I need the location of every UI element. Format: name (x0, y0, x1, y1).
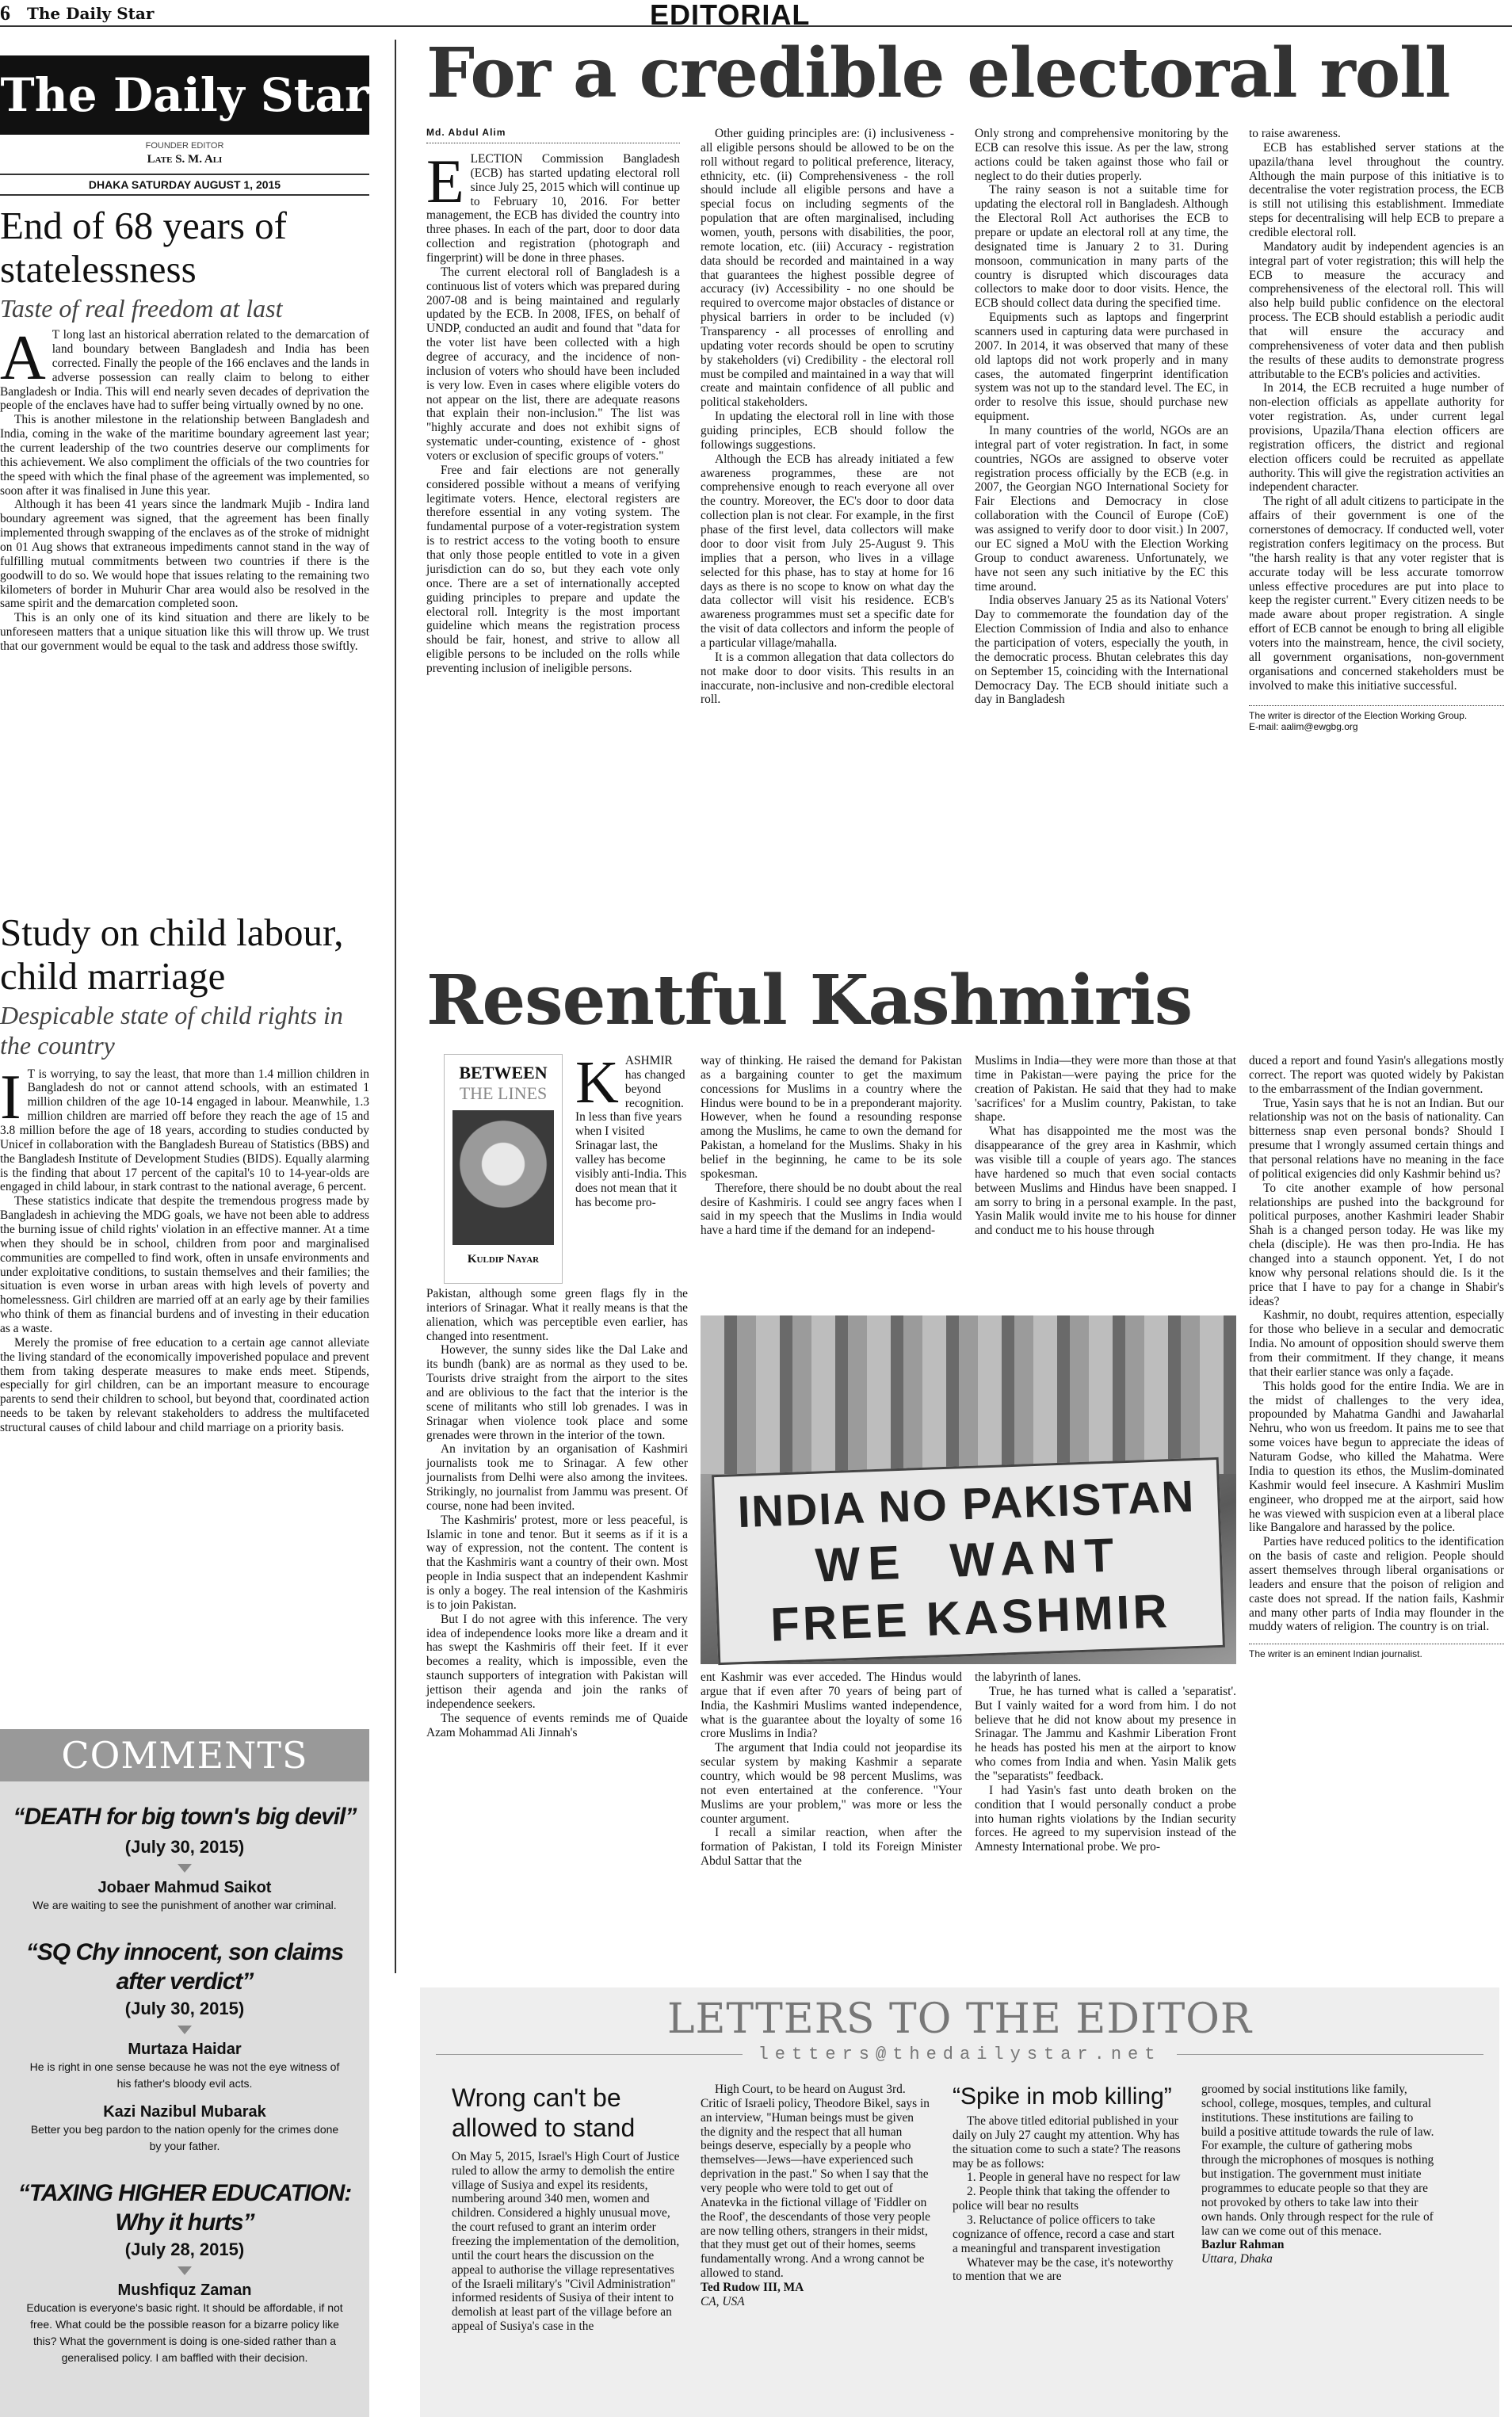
article-1-col-3 (975, 127, 1228, 707)
paragraph: But I do not agree with this inference. The very idea of independence looks more like a dream and it has swept the Kashmiris off their feet. If it ever becomes a reality, which is impossible, even the staunch supporters of integration with Pakistan will jettison their agenda and join the ranks of independence seekers. (426, 1612, 688, 1711)
comment-date: (July 30, 2015) (124, 1998, 245, 2018)
commenter-name: Mushfiquz Zaman (117, 2281, 252, 2299)
article-2-col-2-bottom (701, 1671, 962, 1869)
letter-2 (953, 2083, 1182, 2284)
column-label-sub: THE LINES (459, 1083, 548, 1103)
comments-box (0, 1729, 369, 2417)
comment-text: Better you beg pardon to the nation openly for the crimes done by your father. (30, 2122, 339, 2152)
chevron-down-icon (178, 2026, 192, 2034)
letter-2-headline: “Spike in mob killing” (953, 2083, 1172, 2110)
paragraph: Muslims in India—they were more than those at that time in Pakistan—were paying the price for the creation of Pakistan. He said that they had to make 'sacrifices' for a Muslim country, Pakistan, to take shape. (975, 1054, 1236, 1124)
comment-date: (July 28, 2015) (124, 2239, 245, 2259)
editorial-1-subtitle: Taste of real freedom at last (0, 293, 283, 323)
comment-text: Education is everyone's basic right. It should be affordable, if not free. What could be the possible reason for a bizarre policy like this? What the government is doing is one-sided rather than a generalised policy. I am baffled with their decision. (26, 2301, 343, 2364)
paragraph: In updating the electoral roll in line with those guiding principles, ECB should follow the followings suggestions. (701, 410, 954, 452)
comment-headline: “SQ Chy innocent, son claims after verdict” (25, 1938, 344, 1995)
article-1-dropcap: E (426, 147, 464, 216)
paragraph: Although it has been 41 years since the landmark Mujib - Indira land boundary agreement was signed, that the agreement has been finally implemented through swapping of the enclaves as of the stroke of midnight on 01 Aug shows that extraneous impediments cannot stand in the way of fulfilling mutual commitments between two countries if there is the goodwill to do so. We would hope that issues relating to the remaining two kilometers of border in Muhurir Char area would also be resolved in the same spirit and the demarcation completed soon. (0, 498, 369, 611)
column-label: BETWEEN (459, 1063, 548, 1082)
article-1-footnote (1249, 705, 1504, 733)
letter-2-continued (1201, 2083, 1439, 2266)
letter-1-text-2: High Court, to be heard on August 3rd. Critic of Israeli policy, Theodore Bikel, says in an interview, "Human beings must be given the dignity and the respect that all human beings deserve, especially by a people who themselves—Jews—have experienced such deprivation in the past." So when I say that the very people who were told to get out of Anatevka in the fictional village of 'Fiddler on the Roof', the descendants of those very people are now telling others, strangers in their midst, that they must get out of their homes, seems fundamentally wrong. And a wrong cannot be allowed to stand. (701, 2083, 930, 2281)
paragraph: to raise awareness. (1249, 127, 1341, 140)
comment-date: (July 30, 2015) (124, 1836, 245, 1857)
dateline: DHAKA SATURDAY AUGUST 1, 2015 (0, 174, 369, 196)
paragraph: In many countries of the world, NGOs are an integral part of voter registration. In fact, in some countries, NGOs are assigned to observe voter registration process officially by the ECB (e.g. in 2007, the Georgian NGO International Society for Fair Elections and Democracy in close collaboration with the Council of Europe (CoE) was assigned to verify door to door visit.) In 2007, our EC signed a MoU with the Election Working Group to conduct awareness. Unfortunately, we have not seen any such initiative by the EC this time around. (975, 424, 1228, 594)
founder-label: FOUNDER EDITOR (145, 141, 224, 151)
column-divider (395, 40, 396, 1973)
letters-email: letters@thedailystar.net (758, 2045, 1162, 2064)
paragraph: the labyrinth of lanes. (975, 1671, 1082, 1684)
article-2-col-1 (426, 1287, 688, 1740)
protest-photo (701, 1315, 1236, 1664)
article-1-col-1 (426, 147, 680, 676)
editorial-1-dropcap: A (0, 323, 46, 394)
letter-2-intro: The above titled editorial published in your daily on July 27 caught my attention. Why has the situation come to such a state? The reasons may be as follows: (953, 2114, 1181, 2171)
editorial-2-subtitle: Despicable state of child rights in the country (0, 1000, 343, 1060)
paragraph: Free and fair elections are not generally considered possible without a means of verifying legitimate voters. Hence, electoral registers are therefore essential in any voting system. The fundamental purpose of a voter-registration system is to restrict access to the voting booth to ensure that only those people entitled to vote in a given jurisdiction can do so, but they each vote only once. There are a set of internationally accepted guiding principles to prepare and update the electoral roll. Integrity is the most important guideline which means the registration process should be fair, honest, and strive to allow all eligible persons to be included on the rolls while preventing inclusion of ineligible persons. (426, 463, 680, 675)
paragraph: Merely the promise of free education to a certain age cannot alleviate the living standard of the economically impoverished populace and prevent them from taking desperate measures to make ends meet. Stipends, especially for girl children, can be an important measure to encourage parents to send their children to school, but beyond that, coordinated action needs to be taken by relevant stakeholders to address the multifaceted structural causes of child labour and child marriage on a priority basis. (0, 1335, 369, 1435)
commenter-name: Murtaza Haidar (128, 2040, 242, 2058)
article-2-col-3-top (975, 1054, 1236, 1238)
article-1-col-4 (1249, 127, 1504, 733)
letter-1-text: On May 5, 2015, Israel's High Court of Justice ruled to allow the army to demolish the entire village of Susiya and expel its residents, numbering around 340 men, women and children. Considered a highly unusual move, the court refused to grant an interim order freezing the implementation of the demolition, until the court hears the discussion on the appeal to authorise the village representatives of the Israeli military's "Civil Administration" informed residents of Susiya of their intent to demolish at least part of the village before an appeal of Susiya's case in the (452, 2149, 680, 2334)
letter-1-continued (701, 2083, 930, 2309)
paragraph: T is worrying, to say the least, that more than 1.4 million children in Bangladesh do not or cannot attend schools, with an estimated 1 million children of the age 10-14 engaged in labour. Meanwhile, 1.3 million children are married off before they reach the age of 15 and 3.8 million before the age of 18 years, according to studies conducted by Unicef in collaboration with the Bangladesh Bureau of Statistics (BBS) and the Bangladesh Institute of Development Studies (BIDS). Equally alarming is the finding that about 17 percent of the capital's 10 to 14-year-olds are engaged in child labour, in stark contrast to the national average, 6 percent. (0, 1067, 369, 1194)
article-2-title: Resentful Kashmiris (426, 960, 1193, 1040)
paragraph: Mandatory audit by independent agencies is an integral part of voter registration; this will help the ECB to measure the accuracy and comprehensiveness of the electoral roll. This will also help build public confidence on the electoral process. The ECB should establish a periodic audit that will ensure the accuracy and comprehensiveness of voter data and then publish the results of these audits to demonstrate progress attributable to the ECB's policies and activities. (1249, 239, 1504, 381)
article-1-title: For a credible electoral roll (426, 33, 1450, 113)
editorial-1 (0, 204, 369, 654)
page-number: 6 (0, 2, 10, 25)
paragraph: The current electoral roll of Bangladesh is a continuous list of voters which was prepared during 2007-08 and is being maintained and regularly updated by the ECB. In 2008, IFES, on behalf of UNDP, conducted an audit and found that "data for the voter list have been collected with a high degree of accuracy, and the incidence of non-inclusion of voters who should have been included is very low. Even in cases where eligible voters do not appear on the list, there are adequate reasons that explain their non-inclusion." The list was "highly accurate and does not exhibit signs of systematic under-counting, existence of - ghost voters or exclusion of specific groups of voters." (426, 265, 680, 464)
footnote-email: E-mail: aalim@ewgbg.org (1249, 721, 1358, 733)
comment-headline: “DEATH for big town's big devil” (13, 1804, 357, 1830)
paragraph: Therefore, there should be no doubt about the real desire of Kashmiris. I could see angry faces when I said in my speech that the Muslims in India would have a hard time if the demand for an independ- (701, 1181, 962, 1238)
letters-box (420, 1987, 1499, 2417)
paragraph: An invitation by an organisation of Kashmiri journalists took me to Srinagar. A few other journalists from Delhi were also among the invitees. Strikingly, no journalist from Jammu was present. Of course, none had been invited. (426, 1442, 688, 1513)
paragraph: Kashmir, no doubt, requires attention, especially for those who believe in a secular and democratic India. No amount of opposition should swerve them from their commitment. If they change, it means that their earlier stance was only a façade. (1249, 1308, 1504, 1379)
paragraph: I recall a similar reaction, when after the formation of Pakistan, I told its Foreign Minister Abdul Sattar that the (701, 1826, 962, 1869)
letter-2-text: groomed by social institutions like family, school, college, mosques, temples, and cultural institutions. These institutions are failing to build a positive attitude towards the rule of law. For example, the culture of gathering mobs through the microphones of mosques is nothing but instigation. The government must initiate programmes to educate people so that they are not provoked by others to take law into their own hands. Only through respect for the rule of law can we come out of this menace. (1201, 2083, 1434, 2238)
paragraph: True, he has turned what is called a 'separatist'. But I vainly waited for a word from him. I do not believe that he did not know about my presence in Srinagar. The Jammu and Kashmir Liberation Front he heads has posted his men at the airport to know who comes from India and when. Yasin Malik gets the "separatists" feedback. (975, 1684, 1236, 1784)
founder-name: Late S. M. Ali (147, 153, 223, 166)
paragraph: Other guiding principles are: (i) inclusiveness - all eligible persons should be allowed to be on the roll without regard to political preference, literacy, ethnicity, etc. (ii) Comprehensiveness - the roll should include all eligible persons and have a special focus on including segments of the population that are often marginalised, including women, youth, persons with disabilities, the poor, remote location, etc. (iii) Accuracy - registration data should be recorded and maintained in a way that guarantees the highest possible degree of accuracy (iv) Accessibility - no one should be required to overcome major obstacles of distance or physical barriers in order to be included (v) Transparency - all processes of enrolling and updating voter records should be open to scrutiny by stakeholders (vi) Credibility - the electoral roll must be compiled and maintained in a way that will create and maintain confidence of all public and political stakeholders. (701, 127, 954, 410)
paragraph: To cite another example of how personal relationships are pushed into the background for political purposes, another Kashmiri leader Shabir Shah is a changed person today. He was like my chela (disciple). He was then pro-India. He has changed into a staunch opponent. Yet, I do not know why personal relations should die. Is it the price that I have to pay for a change in Shabir's ideas? (1249, 1181, 1504, 1308)
letter-2-point: 3. Reluctance of police officers to take cognizance of offence, record a case and start a meaningful and transparent investigation (953, 2213, 1175, 2255)
paragraph: This holds good for the entire India. We are in the midst of challenges to the very idea, propounded by Mahatma Gandhi and Jawaharlal Nehru, who won us freedom. It pains me to see that some voices have begun to appreciate the ideas of Naturam Godse, who killed the Mahatma. Were India to question its ethos, the Muslim-dominated Kashmir would feel insecure. A Kashmiri Muslim engineer, who dropped me at the airport, said how he was viewed with suspicion even at a liberal place like Bangalore and harassed by the police. (1249, 1379, 1504, 1535)
paragraph: It is a common allegation that data collectors do not make door to door visits. This results in an inaccurate, non-inclusive and non-credible electoral roll. (701, 650, 954, 707)
paragraph: Equipments such as laptops and fingerprint scanners used in capturing data were purchased in 2007. In 2014, it was observed that many of these old laptops did not work properly and in many cases, the automated fingerprint identification system was not up to the standard level. The EC, in order to resolve this issue, should purchase new equipment. (975, 311, 1228, 424)
paragraph: Pakistan, although some green flags fly in the interiors of Srinagar. What it really means is that the alienation, which was perceptible even earlier, has changed into resentment. (426, 1287, 688, 1343)
letters-title: LETTERS TO THE EDITOR (666, 1995, 1253, 2043)
chevron-down-icon (178, 2266, 192, 2275)
paragraph: Parties have reduced politics to the identification on the basis of caste and religion. People should assert themselves through liberal organisations or leaders and ensure that the poison of religion and caste does not spread. If the nation fails, Kashmir and many other parts of India may flounder in the muddy waters of religion. The country is on trial. (1249, 1535, 1504, 1634)
paragraph: I had Yasin's fast unto death broken on the condition that I would personally conduct a probe into human rights violations by the Indian security forces. He agreed to my supervision instead of the Amnesty International probe. We pro- (975, 1783, 1236, 1854)
editorial-1-title: End of 68 years of statelessness (0, 204, 287, 291)
paragraph: The right of all adult citizens to participate in the affairs of their government is one of the cornerstones of democracy. If conducted well, voter registration confers legitimacy on the process. But "the harsh reality is that any voter register that is accurate today will be less accurate tomorrow unless effective procedures are put into place to keep the register current." Every citizen needs to be made aware about proper registration. A single effort of ECB cannot be enough to bring all eligible voters into the mainstream, hence, the civil society, all government organisations, non-government organisations and concerned stakeholders must be involved to make this initiative successful. (1249, 494, 1504, 693)
letter-2-point: 2. People think that taking the offender to police will bear no results (953, 2185, 1170, 2213)
letter-1-location: CA, USA (701, 2294, 745, 2308)
letter-1 (452, 2083, 682, 2334)
paragraph: ASHMIR has changed beyond recognition. In less than five years when I visited Srinagar last, the valley has become visibly anti-India. This does not mean that it has become pro- (575, 1054, 687, 1209)
editorial-2-dropcap: I (0, 1062, 21, 1132)
article-2-col-4 (1249, 1054, 1504, 1660)
banner-line: INDIA NO PAKISTAN (736, 1470, 1197, 1537)
letter-2-end: Whatever may be the case, it's noteworthy to mention that we are (953, 2255, 1174, 2284)
paper-name: The Daily Star (27, 4, 155, 23)
banner-line: FREE KASHMIR (769, 1584, 1171, 1651)
paragraph: The rainy season is not a suitable time for updating the electoral roll in Bangladesh. Although the Electoral Roll Act authorises the ECB to prepare or update an electoral roll at any time, the designated time is January 2 to 31. During monsoon, communication in many parts of the country is disrupted which discourages data collectors to make door to door visits. Hence, the ECB should collect data during the specified time. (975, 183, 1228, 311)
comment-text: We are waiting to see the punishment of another war criminal. (32, 1898, 337, 1911)
letter-2-signature: Bazlur Rahman (1201, 2238, 1285, 2252)
comment-text: He is right in one sense because he was not the eye witness of his father's bloody evil acts. (29, 2060, 340, 2090)
paragraph: LECTION Commission Bangladesh (ECB) has started updating electoral roll since July 25, 2015 which will continue up to February 10, 2016. For better management, the ECB has divided the country into three phases. In each of the part, door to door data collection and registration (photograph and fingerprint) will be done in three phases. (426, 152, 680, 265)
commenter-name: Jobaer Mahmud Saikot (97, 1878, 272, 1896)
paragraph: way of thinking. He raised the demand for Pakistan as a bargaining counter to get the maximum concessions for Muslims in a country where the Hindus were bound to be in a preponderant majority. However, when he found a resounding response among the Muslims, he came to own the demand for Pakistan, a homeland for the Muslims. Shaky in his belief in the beginning, he came to be its sole spokesman. (701, 1054, 962, 1181)
paragraph: This is another milestone in the relationship between Bangladesh and India, coming in the wake of the maritime boundary agreement last year; the current leadership of the two countries deserve our compliments for this achievement. We also compliment the officials of the two countries for the speed with which the final phase of the agreement was implemented, so soon after it was finalised in June this year. (0, 413, 369, 498)
chevron-down-icon (178, 1864, 192, 1873)
paragraph: This is an only one of its kind situation and there are likely to be unforeseen matters that a unique situation like this will throw up. We trust that our government would be equal to the task and address those swiftly. (0, 611, 369, 654)
paragraph: True, Yasin says that he is not an Indian. But our relationship was not on the basis of nationality. Can bitterness snap even personal bonds? Should I presume that I wrongly assumed certain things and that personal relations have no meaning in the face of political exigencies did only Kashmir behind us? (1249, 1096, 1504, 1181)
paragraph: India observes January 25 as its National Voters' Day to commemorate the foundation day of the Election Commission of India and also to enhance the participation of voters, especially the youth, in the democratic process. Bhutan celebrates this day on September 15, coinciding with the International Democracy Day. The ECB should initiate such a day in Bangladesh (975, 594, 1228, 707)
letter-2-point: 1. People in general have no respect for law (967, 2171, 1181, 2185)
paragraph: ent Kashmir was ever acceded. The Hindus would argue that if even after 70 years of being part of India, the Kashmiri Muslims wanted independence, what is the guarantee about the loyalty of some 16 crore Muslims in India? (701, 1671, 962, 1741)
crowd-silhouettes (701, 1315, 1236, 1474)
paragraph: What has disappointed me the most was the disappearance of the grey area in Kashmir, which was visible till a couple of years ago. The stances have hardened so much that even social contacts between Muslims and Hindus have been snapped. I am sorry to bring in a personal example. In the past, Yasin Malik would invite me to his house for dinner and conduct me to his house through (975, 1124, 1236, 1238)
article-2-footnote: The writer is an eminent Indian journalist. (1249, 1644, 1504, 1660)
commenter-name: Kazi Nazibul Mubarak (103, 2102, 266, 2121)
author-name: Kuldip Nayar (467, 1253, 540, 1266)
paragraph: The Kashmiris' protest, more or less peaceful, is Islamic in tone and tenor. But it seems as if it is a way of expression, not the content. The content is that the Kashmiris want a country of their own. Most people in India suspect that an independent Kashmir is only a bogey. The real intension of the Kashmiris is to join Pakistan. (426, 1513, 688, 1612)
masthead-logo: The Daily Star (0, 55, 369, 135)
letter-1-headline: Wrong can't be allowed to stand (452, 2083, 636, 2143)
author-photo (452, 1110, 554, 1245)
paragraph: The argument that India could not jeopardise its secular system by making Kashmir a separate country, which would be 98 percent Muslims, was not even entertained at the conference. "Your Muslims are your problem," was more or less the counter argument. (701, 1741, 962, 1826)
article-2-col-3-bottom (975, 1671, 1236, 1854)
letter-2-location: Uttara, Dhaka (1201, 2252, 1273, 2266)
editorial-2 (0, 911, 369, 1435)
comment-headline: “TAXING HIGHER EDUCATION: Why it hurts” (17, 2179, 352, 2236)
article-2-col-2-top (701, 1054, 962, 1238)
paragraph: However, the sunny sides like the Dal Lake and its bundh (bank) are as normal as they used to be. Tourists drive straight from the airport to the sites and are oblivious to the fact that the interior is the scene of militants who still lob grenades. I was in Srinagar when violence took place and some grenades were thrown in the interior of the town. (426, 1343, 688, 1442)
letter-1-signature: Ted Rudow III, MA (701, 2281, 804, 2295)
paragraph: Only strong and comprehensive monitoring by the ECB can resolve this issue. As per the law, strong actions could be taken against those who fail or neglect to do their duties properly. (975, 127, 1228, 183)
paragraph: T long last an historical aberration related to the demarcation of land boundary between Bangladesh and India has been corrected. Finally the people of the 166 enclaves and the lands in adverse possession can really claim to belong to either Bangladesh or India. This will end nearly seven decades of deprivation the people of the enclaves have had to suffer being virtually owned by no one. (0, 328, 369, 413)
section-title: EDITORIAL (650, 0, 811, 31)
columnist-box (444, 1054, 563, 1284)
paragraph: The sequence of events reminds me of Quaide Azam Mohammad Ali Jinnah's (426, 1711, 688, 1739)
banner-line: WE WANT (814, 1528, 1123, 1592)
article-2-intro (575, 1049, 688, 1209)
paragraph: ECB has established server stations at the upazila/thana level throughout the country. Although the main purpose of this initiative is to decentralise the voter registration process, the ECB is still not utilising this establishment. Immediate steps for decentralising will help ECB to prepare a credible electoral roll. (1249, 140, 1504, 240)
footnote-text: The writer is director of the Election Working Group. (1249, 710, 1468, 722)
paragraph: Although the ECB has already initiated a few awareness programmes, these are not comprehensive enough to reach everyone all over the country. Moreover, the EC's door to door data collection plan is not clear. For example, in the first phase of the first level, data collectors will make door to door visit from July 25-August 9. This implies that a person, who lives in a village selected for this phase, has to stay at home for 16 days as there is no scope to know on what day the data collector will visit his residence. ECB's awareness programmes must set a specific date for the visit of data collectors and inform the people of a particular village/mahalla. (701, 452, 954, 650)
paragraph: These statistics indicate that despite the tremendous progress made by Bangladesh in achieving the MDG goals, we have not been able to address the burning issue of child rights' violation in an effective manner. At a time when they should be in school, children from poor and marginalised communities are compelled to find work, often in unsafe environments and under exploitative conditions, to sustain themselves and their families; the situation is even worse in urban areas with high levels of poverty and homelessness. Girl children are married off at an early age by their families who think of them as financial burdens and of investing in their education as a waste. (0, 1194, 369, 1335)
editorial-2-title: Study on child labour, child marriage (0, 911, 344, 998)
paragraph: duced a report and found Yasin's allegations mostly correct. The report was quoted widely by Pakistan to the embarrassment of the Indian government. (1249, 1054, 1504, 1096)
article-1-byline (426, 127, 680, 143)
article-2-dropcap: K (575, 1049, 619, 1116)
protest-banner (712, 1457, 1225, 1665)
article-1-col-2 (701, 127, 954, 707)
comments-title: COMMENTS (0, 1729, 369, 1781)
paragraph: In 2014, the ECB recruited a huge number of non-election officials as appellate authority for voter registration. As, under current legal provisions, Upazila/Thana election officers are registration officers, the district and regional election officers could be recruited as appellate authority. This will give the registration activities an independent character. (1249, 381, 1504, 494)
byline: Md. Abdul Alim (426, 127, 680, 143)
